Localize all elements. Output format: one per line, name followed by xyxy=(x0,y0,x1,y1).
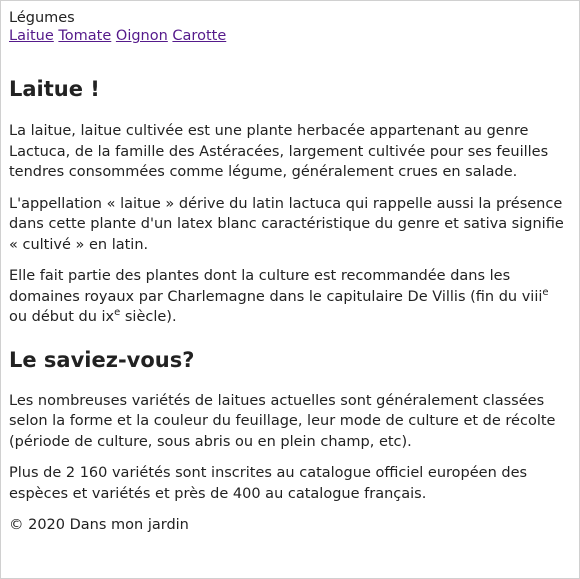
history-paragraph xyxy=(9,266,571,328)
footer xyxy=(9,515,571,535)
etymology-paragraph: L'appellation « laitue » dérive du latin lactuca qui rappelle aussi la présence dans cette plante d'un latex blanc caractéristique du genre et sativa signifie « cultivé » en latin. xyxy=(9,195,564,253)
intro-paragraph: La laitue, laitue cultivée est une plante herbacée appartenant au genre Lactuca, de la famille des Astéracées, largement cultivée pour ses feuilles tendres consommées comme légume, généralement crues en salade. xyxy=(9,123,549,180)
catalogue-paragraph: Plus de 2 160 variétés sont inscrites au catalogue officiel européen des espèces et variétés et près de 400 au catalogue français. xyxy=(9,465,528,502)
nav-link-oignon[interactable]: Oignon xyxy=(115,28,168,44)
page-title: Laitue ! xyxy=(9,77,100,101)
history-text-end: siècle). xyxy=(120,309,177,325)
nav-links xyxy=(9,27,571,46)
nav-link-carotte[interactable]: Carotte xyxy=(172,28,227,44)
superscript-e-1: e xyxy=(542,286,549,298)
nav-link-tomate[interactable]: Tomate xyxy=(58,28,112,44)
copyright-text: © 2020 Dans mon jardin xyxy=(9,517,189,533)
varieties-paragraph: Les nombreuses variétés de laitues actuelles sont généralement classées selon la forme et la couleur du feuillage, leur mode de culture et de récolte (période de culture, sous abris ou en plein champ, etc). xyxy=(9,392,556,450)
main-content xyxy=(9,75,571,504)
section-title: Le saviez-vous? xyxy=(9,347,195,372)
superscript-e-2: e xyxy=(114,307,121,319)
site-nav xyxy=(9,9,571,46)
history-text-middle: ou début du ix xyxy=(9,309,115,325)
history-text-start: Elle fait partie des plantes dont la culture est recommandée dans les domaines royaux par Charlemagne dans le capitulaire De Villis (fin du viii xyxy=(9,268,543,305)
nav-heading: Légumes xyxy=(9,10,75,26)
nav-link-laitue[interactable]: Laitue xyxy=(9,28,54,44)
